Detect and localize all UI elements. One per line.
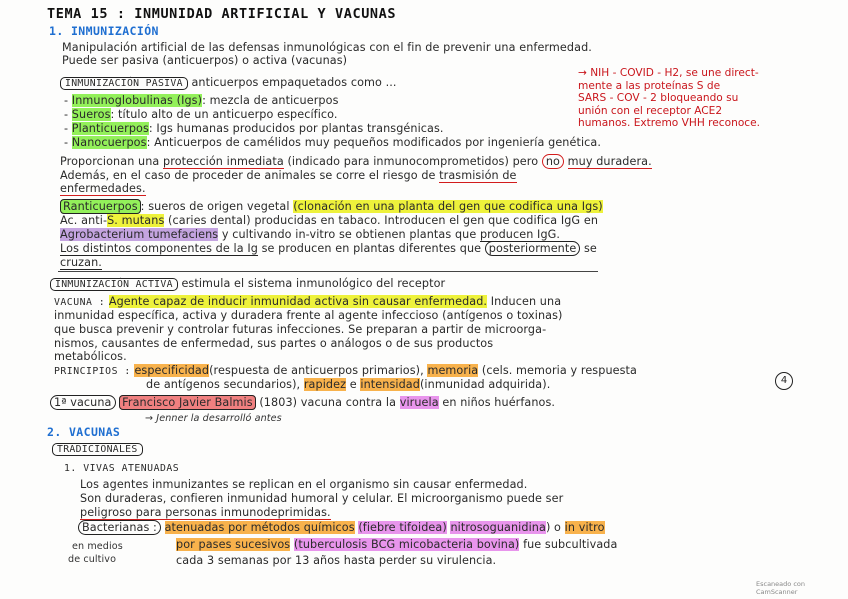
vivas-atenuadas-subheading: 1. VIVAS ATENUADAS bbox=[64, 463, 180, 474]
definition-line-2: Puede ser pasiva (anticuerpos) o activa (vacunas) bbox=[62, 54, 348, 67]
text-fragment: y cultivando in-vitro se obtienen plantas que bbox=[221, 228, 477, 241]
highlight-rapidez: rapidez bbox=[303, 378, 347, 391]
vacuna-line-3: que busca prevenir y controlar futuras infecciones. Se preparan a partir de microorga- bbox=[54, 323, 547, 336]
term-inmunoglobulinas: Inmunoglobulinas (Igs) bbox=[71, 94, 203, 107]
principios-label: PRINCIPIOS : bbox=[54, 366, 131, 377]
text-nanocuerpos: : Anticuerpos de camélidos muy pequeños modificados por ingeniería genética. bbox=[146, 136, 602, 149]
note-line: → NIH - COVID - H2, se une direct- bbox=[578, 67, 759, 79]
activa-box-label: INMUNIZACIÓN ACTIVA bbox=[50, 278, 178, 291]
bacterianas-label: Bacterianas : bbox=[78, 520, 161, 535]
ademas-line bbox=[60, 169, 517, 182]
pasiva-item-nanocuerpos: - Nanocuerpos: Anticuerpos de camélidos muy pequeños modificados por ingeniería genética. bbox=[64, 136, 602, 149]
highlight-especificidad: especificidad bbox=[134, 364, 210, 377]
activa-intro: estimula el sistema inmunológico del receptor bbox=[181, 277, 446, 290]
side-note-cultivo: de cultivo bbox=[68, 554, 117, 565]
pasiva-item-sueros: - Sueros: título alto de un anticuerpo específico. bbox=[64, 108, 338, 121]
pases-line bbox=[176, 538, 617, 551]
principios-line-2 bbox=[146, 378, 550, 391]
text-fragment: (inmunidad adquirida). bbox=[419, 378, 551, 391]
underline-trasmision: trasmisión de bbox=[439, 169, 517, 182]
term-ranticuerpos: Ranticuerpos bbox=[60, 199, 141, 214]
distintos-line bbox=[60, 242, 597, 255]
note-line: mente a las proteínas S de bbox=[578, 79, 721, 92]
underline-producen-igg: producen IgG. bbox=[479, 228, 561, 241]
pasiva-item-planticuerpos: - Planticuerpos: Igs humanas producidos por plantas transgénicas. bbox=[64, 122, 444, 135]
highlight-vacuna-def: Agente capaz de inducir inmunidad activa sin causar enfermedad. bbox=[108, 295, 488, 308]
text-fragment: : sueros de origen vegetal bbox=[140, 200, 290, 213]
vivas-line-2: Son duraderas, confieren inmunidad humoral y celular. El microorganismo puede ser bbox=[80, 492, 564, 505]
vacuna-line-4: nismos, causantes de enfermedad, sus partes o análogos o de sus productos bbox=[54, 337, 494, 350]
note-line: humanos. Extremo VHH reconoce. bbox=[578, 117, 761, 129]
activa-header bbox=[50, 277, 445, 290]
section-divider bbox=[58, 271, 598, 272]
circled-posteriormente: posteriormente bbox=[485, 241, 581, 256]
text-fragment: (caries dental) producidas en tabaco. Introducen el gen que codifica IgG en bbox=[168, 214, 599, 227]
vacuna-line-2: inmunidad específica, activa y duradera frente al agente infeccioso (antígenos o toxinas) bbox=[54, 309, 563, 322]
term-nanocuerpos: Nanocuerpos bbox=[71, 136, 147, 149]
term-sueros: Sueros bbox=[71, 108, 111, 121]
enfermedades-line bbox=[60, 182, 146, 195]
vivas-line-3 bbox=[80, 506, 331, 519]
highlight-bcg: (tuberculosis BCG micobacteria bovina) bbox=[293, 538, 520, 551]
text-fragment: en niños huérfanos. bbox=[442, 396, 556, 409]
vacuna-line-5: metabólicos. bbox=[54, 350, 127, 363]
text-fragment: (1803) vacuna contra la bbox=[259, 396, 397, 409]
underline-distintos: Los distintos componentes de la Ig bbox=[60, 242, 258, 255]
highlight-intensidad: intensidad bbox=[360, 378, 420, 391]
highlight-balmis: Francisco Javier Balmis bbox=[119, 395, 256, 410]
underline-proteccion: protección inmediata bbox=[163, 155, 284, 168]
camscanner-watermark: Escaneado con CamScanner bbox=[756, 580, 805, 596]
primera-vacuna-label: 1ª vacuna bbox=[50, 395, 116, 410]
text-fragment: se producen en plantas diferentes que bbox=[261, 242, 482, 255]
text-fragment: e bbox=[349, 378, 357, 391]
note-line: SARS - COV - 2 bloqueando su bbox=[578, 92, 739, 104]
cada-line: cada 3 semanas por 13 años hasta perder su virulencia. bbox=[176, 554, 497, 567]
underline-cruzan: cruzan. bbox=[60, 256, 102, 269]
text-fragment: Proporcionan una bbox=[60, 155, 160, 168]
highlight-fiebre-tifoidea: (fiebre tifoidea) bbox=[358, 521, 447, 534]
ac-anti-line bbox=[60, 214, 598, 227]
text-fragment: (respuesta de anticuerpos primarios), bbox=[209, 364, 424, 377]
cruzan-line bbox=[60, 256, 102, 269]
circled-no: no bbox=[542, 154, 564, 169]
text-fragment: Ac. anti- bbox=[60, 214, 108, 227]
highlight-nitrosoguanidina: nitrosoguanidina bbox=[450, 521, 546, 534]
text-planticuerpos: : Igs humanas producidos por plantas transgénicas. bbox=[148, 122, 444, 135]
pasiva-box-label: INMUNIZACIÓN PASIVA bbox=[60, 77, 188, 90]
underline-enfermedades: enfermedades. bbox=[60, 182, 146, 195]
underline-peligroso: peligroso para personas inmunodeprimidas. bbox=[80, 506, 331, 519]
pasiva-header bbox=[60, 76, 397, 89]
highlight-metodos-quimicos: atenuadas por métodos químicos bbox=[164, 521, 355, 534]
highlight-pases: por pases sucesivos bbox=[176, 538, 291, 551]
page-title: TEMA 15 : INMUNIDAD ARTIFICIAL Y VACUNAS bbox=[47, 6, 397, 22]
text-fragment: (indicado para inmunocomprometidos) pero bbox=[287, 155, 539, 168]
text-fragment: Inducen una bbox=[490, 295, 562, 308]
vivas-line-1: Los agentes inmunizantes se replican en el organismo sin causar enfermedad. bbox=[80, 478, 528, 491]
text-fragment: (cels. memoria y respuesta bbox=[481, 364, 637, 377]
highlight-in-vitro: in vitro bbox=[564, 521, 605, 534]
highlight-clonacion: (clonación en una planta del gen que codifica una Igs) bbox=[293, 200, 603, 213]
note-line: unión con el receptor ACE2 bbox=[578, 104, 723, 117]
text-fragment: ) o bbox=[545, 521, 562, 534]
vacuna-label: VACUNA : bbox=[54, 297, 106, 308]
highlight-memoria: memoria bbox=[427, 364, 479, 377]
text-inmunoglobulinas: : mezcla de anticuerpos bbox=[202, 94, 339, 107]
principios-line-1 bbox=[54, 364, 637, 377]
text-fragment: Además, en el caso de proceder de animales se corre el riesgo de bbox=[60, 169, 436, 182]
text-sueros: : título alto de un anticuerpo específico. bbox=[110, 108, 338, 121]
side-note-medios: en medios bbox=[72, 541, 123, 552]
term-planticuerpos: Planticuerpos bbox=[71, 122, 149, 135]
tradicionales-box-label: TRADICIONALES bbox=[52, 443, 143, 456]
section-2-heading: 2. VACUNAS bbox=[47, 425, 121, 439]
underline-duradera: muy duradera. bbox=[567, 155, 652, 168]
agrobacterium-line bbox=[60, 228, 560, 241]
tradicionales-row bbox=[52, 442, 143, 455]
text-fragment: fue subcultivada bbox=[523, 538, 618, 551]
text-fragment: de antígenos secundarios), bbox=[146, 378, 301, 391]
pasiva-intro: anticuerpos empaquetados como ... bbox=[191, 76, 397, 89]
primera-vacuna-line bbox=[50, 396, 555, 409]
highlight-s-mutans: S. mutans bbox=[107, 214, 165, 227]
circled-number: 4 bbox=[775, 372, 793, 390]
bacterianas-line bbox=[78, 521, 605, 534]
highlight-agrobacterium: Agrobacterium tumefaciens bbox=[60, 228, 219, 241]
pasiva-item-inmunoglobulinas: - Inmunoglobulinas (Igs): mezcla de anticuerpos bbox=[64, 94, 339, 107]
definition-line-1: Manipulación artificial de las defensas inmunológicas con el fin de prevenir una enfermedad. bbox=[62, 41, 592, 54]
text-fragment: se bbox=[584, 242, 597, 255]
highlight-viruela: viruela bbox=[399, 396, 439, 409]
vacuna-definition-line bbox=[54, 295, 561, 308]
jenner-note: → Jenner la desarrolló antes bbox=[145, 413, 282, 424]
ranticuerpos-line bbox=[60, 200, 603, 213]
section-1-heading: 1. INMUNIZACIÓN bbox=[49, 24, 159, 38]
proporcionan-line bbox=[60, 155, 652, 168]
red-side-note bbox=[578, 67, 760, 130]
